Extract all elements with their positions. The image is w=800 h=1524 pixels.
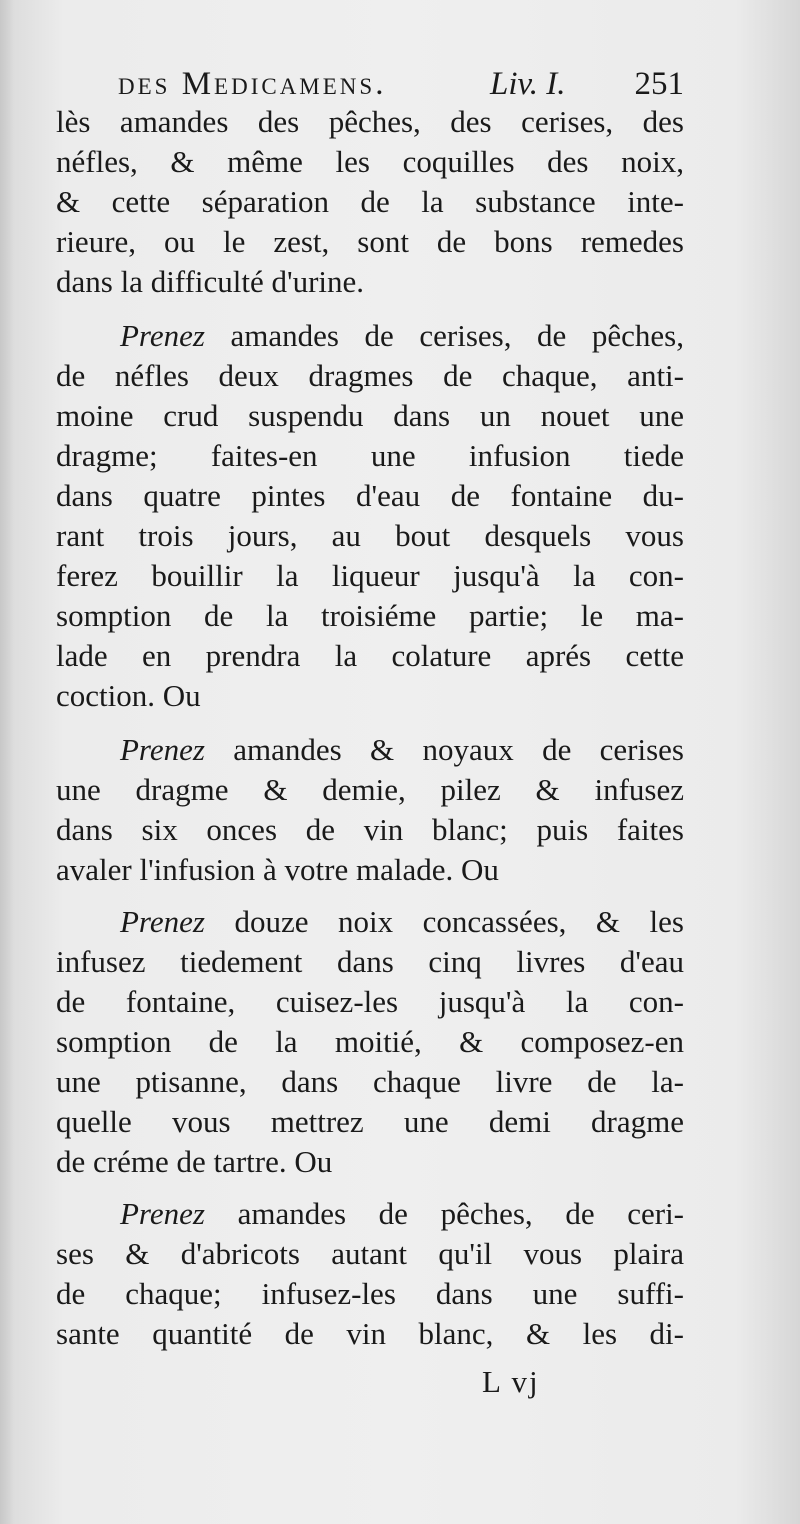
text-line: infusez tiedement dans cinq livres d'eau: [56, 944, 684, 979]
recipe-lead-word: Prenez: [120, 732, 205, 767]
text-line: sante quantité de vin blanc, & les di-: [56, 1316, 684, 1351]
text-line: rieure, ou le zest, sont de bons remedes: [56, 224, 684, 259]
text-line: quelle vous mettrez une demi dragme: [56, 1104, 684, 1139]
gathering-signature: L vj: [482, 1364, 540, 1399]
page-number: 251: [634, 66, 684, 102]
text-line: somption de la moitié, & composez-en: [56, 1024, 684, 1059]
text-line: moine crud suspendu dans un nouet une: [56, 398, 684, 433]
text-line: dragme; faites-en une infusion tiede: [56, 438, 684, 473]
recipe-lead-word: Prenez: [120, 1196, 205, 1231]
book-section-reference: Liv. I.: [490, 66, 566, 102]
text-line: une dragme & demie, pilez & infusez: [56, 772, 684, 807]
text-line: rant trois jours, au bout desquels vous: [56, 518, 684, 553]
text-line: de chaque; infusez-les dans une suffi-: [56, 1276, 684, 1311]
paragraph-start-line: Prenez douze noix concassées, & les: [120, 904, 684, 939]
recipe-lead-word: Prenez: [120, 318, 205, 353]
text-line: ferez bouillir la liqueur jusqu'à la con-: [56, 558, 684, 593]
text-line: & cette séparation de la substance inte-: [56, 184, 684, 219]
text-line: dans six onces de vin blanc; puis faites: [56, 812, 684, 847]
text-line: ses & d'abricots autant qu'il vous plaira: [56, 1236, 684, 1271]
recipe-lead-word: Prenez: [120, 904, 205, 939]
text-line: lès amandes des pêches, des cerises, des: [56, 104, 684, 139]
text-line: somption de la troisiéme partie; le ma-: [56, 598, 684, 633]
text-line: une ptisanne, dans chaque livre de la-: [56, 1064, 684, 1099]
text-line: de créme de tartre. Ou: [56, 1144, 333, 1179]
text-line: néfles, & même les coquilles des noix,: [56, 144, 684, 179]
text-line: dans quatre pintes d'eau de fontaine du-: [56, 478, 684, 513]
page-gutter-shadow: [0, 0, 14, 1524]
text-line: lade en prendra la colature aprés cette: [56, 638, 684, 673]
text-line: avaler l'infusion à votre malade. Ou: [56, 852, 499, 887]
paragraph-start-line: Prenez amandes de pêches, de ceri-: [120, 1196, 684, 1231]
text-line: dans la difficulté d'urine.: [56, 264, 365, 299]
paragraph-start-line: Prenez amandes de cerises, de pêches,: [120, 318, 684, 353]
running-title: des Medicamens.: [118, 66, 387, 102]
text-line: de néfles deux dragmes de chaque, anti-: [56, 358, 684, 393]
text-line: de fontaine, cuisez-les jusqu'à la con-: [56, 984, 684, 1019]
paragraph-start-line: Prenez amandes & noyaux de cerises: [120, 732, 684, 767]
text-line: coction. Ou: [56, 678, 201, 713]
